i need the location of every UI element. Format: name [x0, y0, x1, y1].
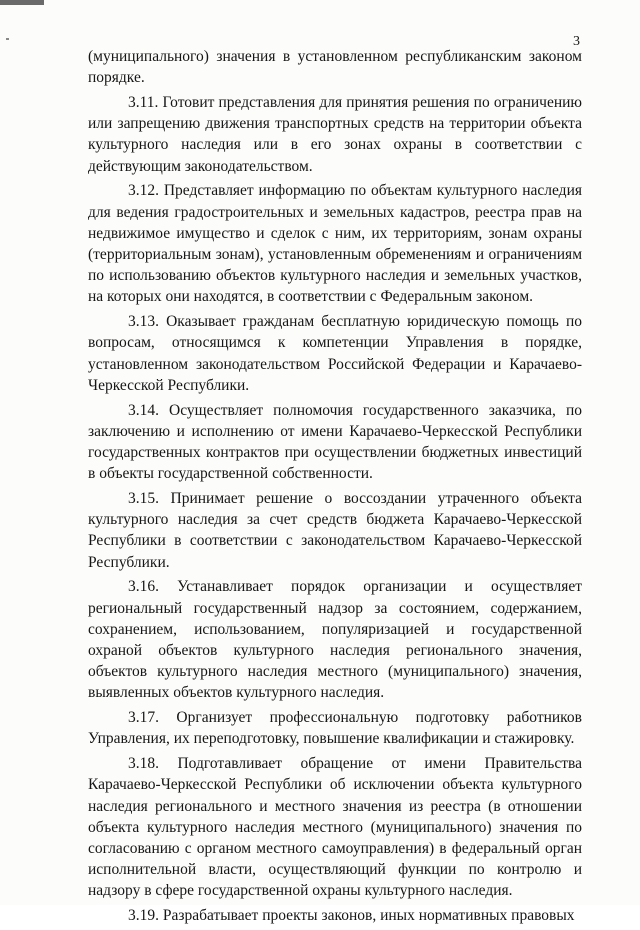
paragraph-3-18: 3.18. Подготавливает обращение от имени Правительства Карачаево-Черкесской Республики об исключении объекта культурного наследия регионального и местного значения из реестра (в отношении объекта культурного наследия местного (муниципального) значения по согласованию с органом местного самоуправления) в федеральный орган исполнительной власти, осуществляющий функции по контролю и надзору в сфере государственной охраны культурного наследия. [88, 755, 582, 900]
paragraph-3-13: 3.13. Оказывает гражданам бесплатную юридическую помощь по вопросам, относящимся к компетенции Управления в порядке, установленном законодательством Российской Федерации и Карачаево-Черкесской Республики. [88, 313, 582, 394]
paragraph-3-14: 3.14. Осуществляет полномочия государственного заказчика, по заключению и исполнению от имени Карачаево-Черкесской Республики государственных контрактов при осуществлении бюджетных инвестиций в объекты государственной собственности. [88, 401, 582, 483]
paragraph-3-15: 3.15. Принимает решение о воссоздании утраченного объекта культурного наследия за счет средств бюджета Карачаево-Черкесской Республики в соответствии с законодательством Карачаево-Черкесской Республики. [88, 490, 582, 571]
page-number: 3 [573, 34, 580, 49]
paragraph-3-16: 3.16. Устанавливает порядок организации и осуществляет региональный государственный надзор за состоянием, содержанием, сохранением, использованием, популяризацией и государственной охраной объектов культурного наследия регионального значения, объектов культурного наследия местного (муниципального) значения, выявленных объектов культурного наследия. [88, 578, 582, 702]
paragraph-3-11: 3.11. Готовит представления для принятия решения по ограничению или запрещению движения транспортных средств на территории объекта культурного наследия или в его зонах охраны в соответствии с действующим законодательством. [88, 94, 582, 175]
scan-edge-mark [0, 0, 44, 5]
paragraph-3-19: 3.19. Разрабатывает проекты законов, иных нормативных правовых [128, 907, 575, 925]
paragraph-3-12: 3.12. Представляет информацию по объектам культурного наследия для ведения градостроительных и земельных кадастров, реестра прав на недвижимое имущество и сделок с ним, их территориям, зонам охраны (территориальным зонам), установленным обременениям и ограничениям по использованию объектов культурного наследия и земельных участков, на которых они находятся, в соответствии с Федеральным законом. [88, 182, 582, 306]
document-body [88, 46, 582, 930]
paragraph-continuation: (муниципального) значения в установленном республиканским законом порядке. [88, 48, 582, 87]
paragraph-3-17: 3.17. Организует профессиональную подготовку работников Управления, их переподготовку, повышение квалификации и стажировку. [88, 709, 582, 748]
scan-speck [6, 38, 9, 40]
